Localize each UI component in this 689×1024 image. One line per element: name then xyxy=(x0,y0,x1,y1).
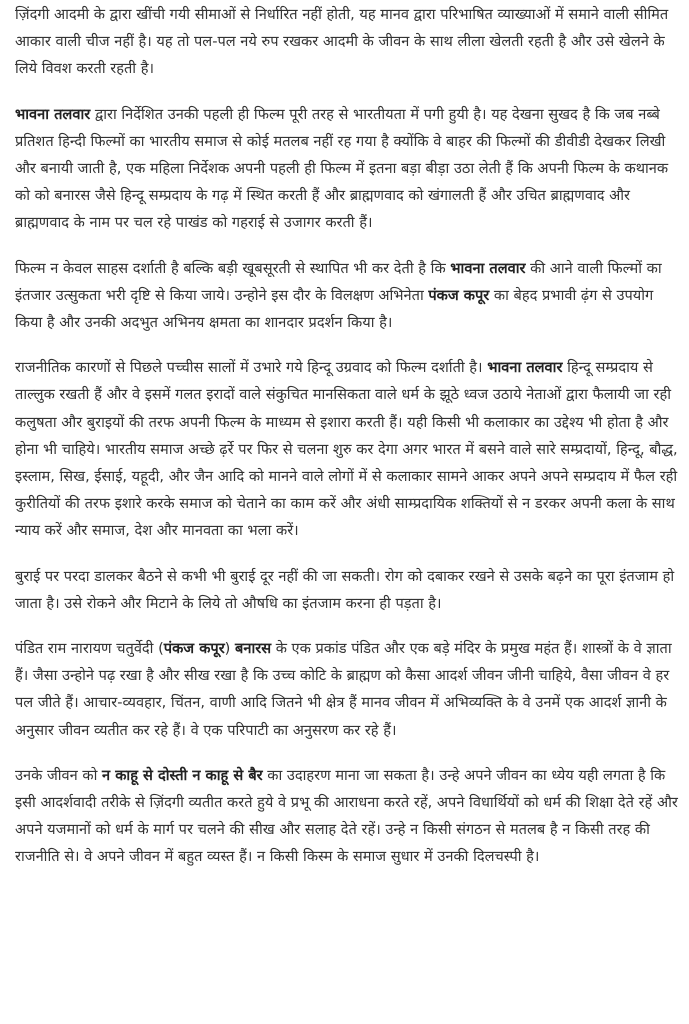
text-run: फिल्म न केवल साहस दर्शाती है बल्कि बड़ी खूबसूरती से स्थापित भी कर देती है कि xyxy=(15,259,451,277)
text-run: बुराई पर परदा डालकर बैठने से कभी भी बुराई दूर नहीं की जा सकती। रोग को दबाकर रखने से उसके बढ़ने का पूरा इंतजाम हो जाता है। उसे रोकने और मिटाने के लिये तो औषधि का इंतजाम करना ही पड़ता है। xyxy=(15,567,675,612)
text-run: द्वारा निर्देशित उनकी पहली ही फिल्म पूरी तरह से भारतीयता में पगी हुयी है। यह देखना सुखद है कि जब नब्बे प्रतिशत हिन्दी फिल्मों का भारतीय समाज से कोई मतलब नहीं रह गया है क्योंकि वे बाहर की फिल्मों की डीवीडी देखकर लिखी और बनायी जाती है, एक महिला निर्देशक अपनी पहली ही फिल्म में इतना बड़ा बीड़ा उठा लेती हैं कि अपनी फिल्म के कथानक को को बनारस जैसे हिन्दू सम्प्रदाय के गढ़ में स्थित करती हैं और ब्राह्मणवाद को खंगालती हैं और उचित ब्राह्मणवाद और ब्राह्मणवाद के नाम पर चल रहे पाखंड को गहराई से उजागर करती हैं। xyxy=(15,105,669,232)
paragraph-1 xyxy=(15,1,679,83)
paragraph-2 xyxy=(15,101,679,237)
text-run: पंडित राम नारायण चतुर्वेदी ( xyxy=(15,640,164,658)
paragraph-6 xyxy=(15,635,679,744)
text-run: ज़िंदगी आदमी के द्वारा खींची गयी सीमाओं से निर्धारित नहीं होती, यह मानव द्वारा परिभाषित व्याख्याओं में समाने वाली सीमित आकार वाली चीज नहीं है। यह तो पल-पल नये रुप रखकर आदमी के जीवन के साथ लीला खेलती रहती है और उसे खेलने के लिये विवश करती रहती है। xyxy=(15,6,669,78)
bold-phrase: पंकज कपूर xyxy=(163,640,225,658)
paragraph-7 xyxy=(15,762,679,871)
text-run: राजनीतिक कारणों से पिछले पच्चीस सालों में उभारे गये हिन्दू उग्रवाद को फिल्म दर्शाती है। xyxy=(15,359,488,377)
text-run: के एक प्रकांड पंडित और एक बड़े मंदिर के प्रमुख महंत हैं। शास्त्रों के वे ज्ञाता हैं। जैसा उन्होने पढ़ रखा है और सीख रखा है कि उच्च कोटि के ब्राह्मण को कैसा आदर्श जीवन जीनी चाहिये, वैसा जीवन वे हर पल जीते हैं। आचार-व्यवहार, चिंतन, वाणी आदि जितने भी क्षेत्र हैं मानव जीवन में अभिव्यक्ति के वे उनमें एक आदर्श ज्ञानी के अनुसार जीवन व्यतीत कर रहे हैं। वे एक परिपाटी का अनुसरण कर रहे हैं। xyxy=(15,640,672,739)
text-run: का उदाहरण माना जा सकता है। उन्हे अपने जीवन का ध्येय यही लगता है कि इसी आदर्शवादी तरीके से ज़िंदगी व्यतीत करते हुये वे प्रभू की आराधना करते रहें, अपने विधार्थियों को धर्म की शिक्षा देते रहें और अपने यजमानों को धर्म के मार्ग पर चलने की सीख और सलाह देते रहें। उन्हे न किसी संगठन से मतलब है न किसी तरह की राजनीति से। वे अपने जीवन में बहुत व्यस्त हैं। न किसी किस्म के समाज सुधार में उनकी दिलचस्पी है। xyxy=(15,766,678,866)
text-run: ) xyxy=(224,640,236,658)
bold-phrase: बनारस xyxy=(235,640,272,658)
text-run: का बेहद प्रभावी ढ़ंग से उपयोग किया है और उनकी अदभुत अभिनय क्षमता का शानदार प्रदर्शन किया है। xyxy=(15,286,654,332)
paragraph-3 xyxy=(15,255,679,337)
text-run: उनके जीवन को xyxy=(15,766,103,784)
paragraph-5 xyxy=(15,563,679,617)
text-run: हिन्दू सम्प्रदाय से ताल्लुक रखती हैं और वे इसमें गलत इरादों वाले संकुचित मानसिकता वाले धर्म के झूठे ध्वज उठाये नेताओं द्वारा फैलायी जा रही कलुषता और बुराइयों की तरफ अपनी फिल्म के माध्यम से इशारा करती हैं। यही किसी भी कलाकार का उद्देश्य भी होता है और होना भी चाहिये। भारतीय समाज अच्छे ढ़र्रे पर फिर से चलना शुरु कर देगा अगर भारत में बसने वाले सारे सम्प्रदायों, हिन्दू, बौद्ध, इस्लाम, सिख, ईसाई, यहूदी, और जैन आदि को मानने वाले लोगों में से कलाकार सामने आकर अपने अपने सम्प्रदाय में फैल रही कुरीतियों की तरफ इशारे करके समाज को चेताने का काम करें और अंधी साम्प्रदायिक शक्तियों से न डरकर अपनी कला के साथ न्याय करें और समाज, देश और मानवता का भला करें। xyxy=(15,359,678,540)
bold-phrase: भावना तलवार xyxy=(450,259,526,277)
bold-phrase: पंकज कपूर xyxy=(428,286,490,304)
paragraph-4 xyxy=(15,354,679,544)
bold-phrase: भावना तलवार xyxy=(15,105,91,123)
bold-phrase: न काहू से दोस्ती न काहू से बैर xyxy=(102,766,263,784)
bold-phrase: भावना तलवार xyxy=(487,359,563,377)
text-run: की आने वाली फिल्मों का इंतजार उत्सुकता भरी दृष्टि से किया जाये। उन्होने इस दौर के विलक्षण अभिनेता xyxy=(15,259,662,304)
